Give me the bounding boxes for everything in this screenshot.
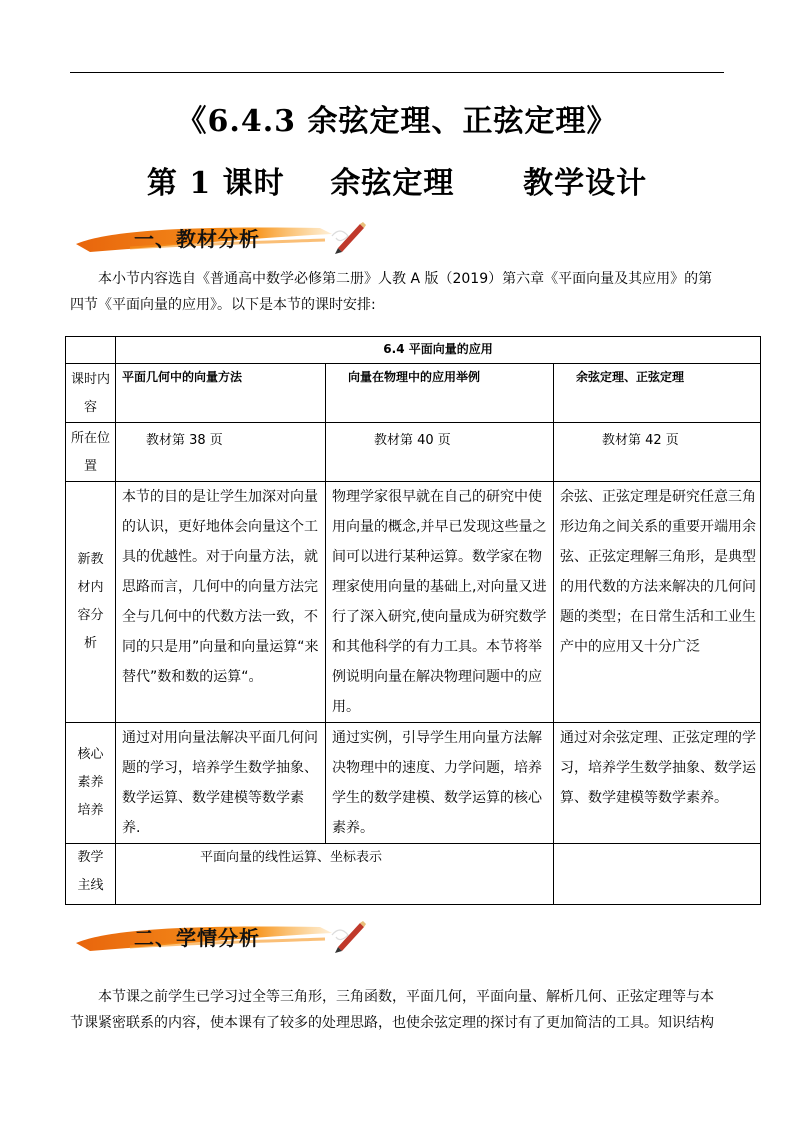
table-row [66, 844, 761, 905]
section-banner-2 [70, 917, 370, 957]
table-cell: 通过对用向量法解决平面几何问题的学习，培养学生数学抽象、数学运算、数学建模等数学素养. [116, 723, 326, 844]
table-cell: 通过对余弦定理、正弦定理的学习，培养学生数学抽象、数学运算、数学建模等数学素养。 [554, 723, 761, 844]
pencil-icon [335, 222, 366, 254]
table-cell: 平面几何中的向量方法 [116, 364, 326, 423]
swirl-decoration [332, 231, 348, 241]
lesson-plan-table [65, 336, 761, 905]
table-cell: 教材第 40 页 [326, 423, 554, 482]
row-label: 所在位置 [66, 423, 116, 482]
section-title: 一、教材分析 [134, 227, 260, 251]
row-label: 核心素养培养 [66, 723, 116, 844]
table-header-row [66, 337, 761, 364]
table-row [66, 723, 761, 844]
table-row [66, 482, 761, 723]
table-cell: 余弦、正弦定理是研究任意三角形边角之间关系的重要开端用余弦、正弦定理解三角形，是典型的用代数的方法来解决的几何问题的类型；在日常生活和工业生产中的应用又十分广泛 [554, 482, 761, 723]
row-label: 课时内容 [66, 364, 116, 423]
intro-paragraph: 本小节内容选自《普通高中数学必修第二册》人教 A 版（2019）第六章《平面向量及其应用》的第四节《平面向量的应用》。以下是本节的课时安排: [70, 271, 713, 313]
header-rule [70, 72, 724, 73]
closing-paragraph: 本节课之前学生已学习过全等三角形，三角函数，平面几何，平面向量、解析几何、正弦定理等与本节课紧密联系的内容，使本课有了较多的处理思路，也使余弦定理的探讨有了更加简洁的工具。知识结构 [70, 989, 714, 1031]
document-title: 《6.4.3 余弦定理、正弦定理》 [176, 104, 618, 139]
table-row [66, 364, 761, 423]
table-cell: 教材第 38 页 [116, 423, 326, 482]
table-cell: 通过实例，引导学生用向量方法解决物理中的速度、力学问题，培养学生的数学建模、数学运算的核心素养。 [326, 723, 554, 844]
table-cell: 余弦定理、正弦定理 [554, 364, 761, 423]
document-subtitle: 第 1 课时 余弦定理 教学设计 [146, 166, 648, 201]
table-row [66, 423, 761, 482]
row-label: 新教材内容分析 [66, 482, 116, 723]
section-title: 二、学情分析 [134, 926, 260, 950]
table-cell: 教材第 42 页 [554, 423, 761, 482]
table-cell: 平面向量的线性运算、坐标表示 [116, 844, 554, 905]
section-banner-1 [70, 218, 370, 258]
table-header: 6.4 平面向量的应用 [116, 337, 761, 364]
row-label: 教学主线 [66, 844, 116, 905]
table-cell: 本节的目的是让学生加深对向量的认识，更好地体会向量这个工具的优越性。对于向量方法，就思路而言，几何中的向量方法完全与几何中的代数方法一致，不同的只是用”向量和向量运算“来替代”数和数的运算“。 [116, 482, 326, 723]
table-cell: 物理学家很早就在自己的研究中使用向量的概念,并早已发现这些量之间可以进行某种运算。数学家在物理家使用向量的基础上,对向量又进行了深入研究,使向量成为研究数学和其他科学的有力工具。本节将举例说明向量在解决物理问题中的应用。 [326, 482, 554, 723]
swirl-decoration [332, 930, 348, 940]
pencil-icon [335, 921, 366, 953]
table-cell: 向量在物理中的应用举例 [326, 364, 554, 423]
